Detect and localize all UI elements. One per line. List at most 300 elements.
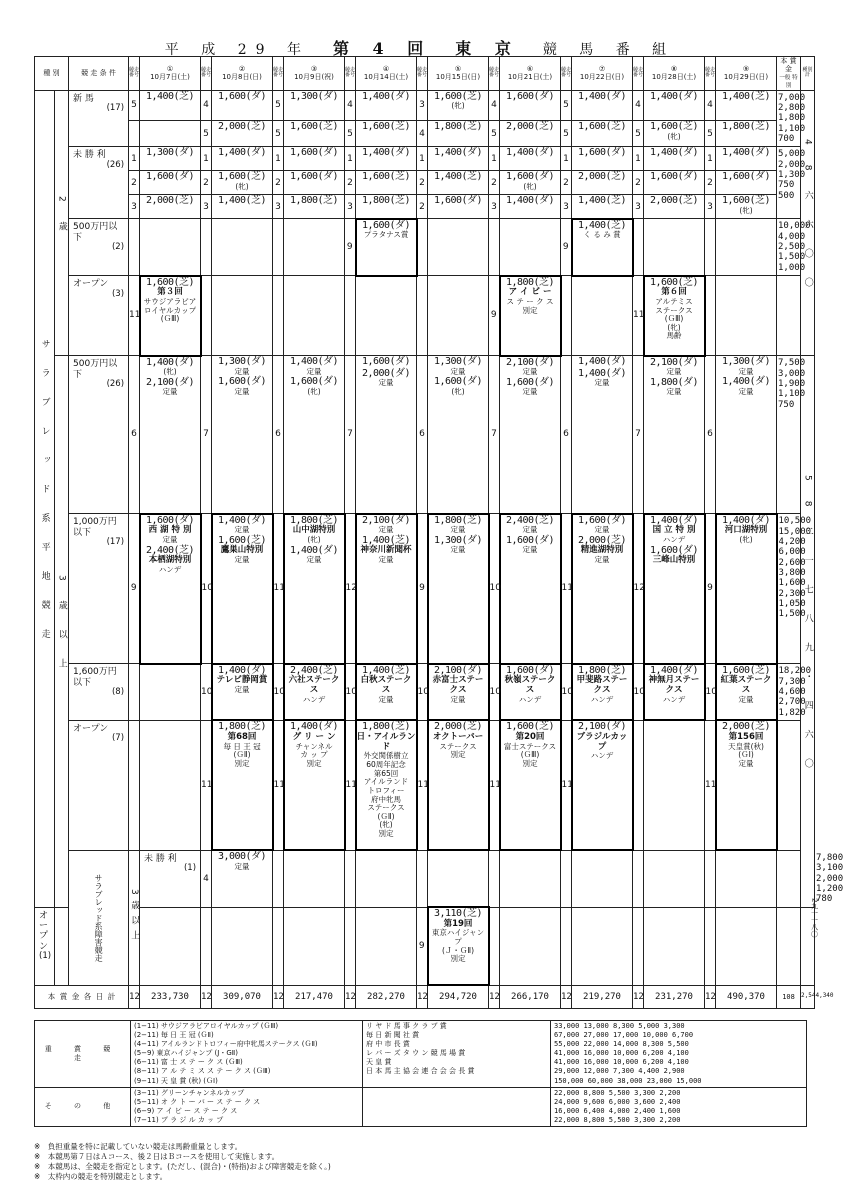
race-cell: 1,400(ダ) (牝) xyxy=(140,357,200,377)
race-cell: 1,400(芝) 白秋ステークス 定量 xyxy=(357,665,416,705)
race-number: 5 xyxy=(345,121,356,147)
race-no-header: 競走番号 xyxy=(201,57,212,91)
race-cell xyxy=(284,91,344,103)
distance: 2,000(芝) xyxy=(577,171,627,183)
distance: 1,600(芝) xyxy=(433,90,483,102)
race-no-header: 競走番号 xyxy=(633,57,644,91)
race-number: 3 xyxy=(129,195,140,219)
race-no-header: 競走番号 xyxy=(705,57,716,91)
distance: 2,000(芝) xyxy=(577,534,627,546)
race-number: 2 xyxy=(489,171,500,195)
distance: 1,600(芝) xyxy=(721,195,771,207)
cup-list: リ ヤ ド 馬 事 ク ラ ブ 賞 毎 日 新 聞 社 賞 府 中 市 長 賞 レ パ ー ズ タ ウ ン 競 馬 場 賞 天 皇 賞 日 本 馬 主 協 会 連 合 会 会 長 賞 xyxy=(363,1021,551,1088)
race-cell: 1,600(芝) 第20回 富士ステークス (ＧⅢ) 別定 xyxy=(501,721,560,768)
race-cell xyxy=(356,91,416,103)
distance: 1,400(ダ) xyxy=(649,514,699,526)
distance: 1,400(芝) xyxy=(217,195,267,207)
distance: 1,400(ダ) xyxy=(721,376,771,388)
daily-total: 294,720 xyxy=(428,985,489,1009)
race-condition: 500万円以下 (26) xyxy=(69,356,129,514)
race-condition: 未 勝 利 (26) xyxy=(69,147,129,219)
total-header: 種別計 xyxy=(801,57,815,91)
footnote: ※ 本競馬は、全競走を指定とします。(ただし、(混合)・(特指)および障害競走を除く。) xyxy=(34,1162,331,1172)
distance: 1,600(芝) xyxy=(577,121,627,133)
distance: 1,600(芝) xyxy=(289,121,339,133)
prize-values: 10,500 15,000 4,200 6,000 2,600 3,800 1,600 2,300 1,050 1,500 xyxy=(777,514,801,664)
race-condition: 1,000万円以下 (17) xyxy=(69,514,129,664)
race-condition: 500万円以下 (2) xyxy=(69,219,129,276)
race-cell: 1,300(ダ) 定量 xyxy=(428,356,488,376)
race-number: 5 xyxy=(273,121,284,147)
race-cell: 1,400(ダ) テレビ静岡賞 定量 xyxy=(213,665,272,695)
day-header: ② 10月8日(日) xyxy=(212,57,273,91)
distance: 1,600(ダ) xyxy=(505,171,555,183)
race-cell: 3,000(ダ) 定量 xyxy=(212,851,272,871)
distance: 1,600(ダ) xyxy=(505,534,555,546)
distance: 1,600(ダ) xyxy=(361,219,411,231)
race-cell xyxy=(356,356,416,368)
race-cell: 1,800(芝) ア イ ビ ー ス テ ー ク ス 別定 xyxy=(501,277,560,316)
race-cell: 2,100(ダ) 定量 xyxy=(357,515,416,535)
distance: 1,800(ダ) xyxy=(649,376,699,388)
distance: 1,600(芝) xyxy=(721,664,771,676)
distance: 1,800(芝) xyxy=(361,195,411,207)
daily-total: 219,270 xyxy=(572,985,633,1009)
race-cell: 1,800(芝) 日・アイルランド 外交関係樹立 60周年記念 第65回 アイルランド トロフィー 府中牝馬 ステークス (ＧⅡ) (牝) 別定 xyxy=(356,721,416,839)
distance: 1,400(ダ) xyxy=(289,544,339,556)
distance: 1,300(ダ) xyxy=(433,356,483,368)
distance: 1,400(ダ) xyxy=(289,356,339,368)
footnote: ※ 負担重量を特に記載していない競走は馬齢重量とします。 xyxy=(34,1142,243,1151)
race-no-header: 競走番号 xyxy=(273,57,284,91)
distance: 1,800(芝) xyxy=(433,514,483,526)
race-cell: 2,100(ダ) 定量 xyxy=(140,377,200,397)
race-cell: 1,300(ダ) 定量 xyxy=(212,356,272,376)
distance: 1,400(芝) xyxy=(721,90,771,102)
daily-total: 231,270 xyxy=(644,985,705,1009)
prize-values: 18,200 7,300 4,600 2,700 1,820 xyxy=(777,664,801,721)
distance: 2,100(ダ) xyxy=(505,356,555,368)
race-number: 1 xyxy=(273,147,284,171)
race-number: 3 xyxy=(633,195,644,219)
distance: 2,100(ダ) xyxy=(361,514,411,526)
page-title: 平 成 29 年 第 4 回 東 京 競 馬 番 組 xyxy=(164,39,676,58)
race-cell: 1,400(芝) く る み 賞 xyxy=(573,220,632,240)
race-cell: 1,400(ダ) 国 立 特 別 ハンデ xyxy=(645,515,704,545)
race-number: 2 xyxy=(129,171,140,195)
distance: 1,600(ダ) xyxy=(289,376,339,388)
race-number: 5 xyxy=(561,90,572,121)
distance: 2,000(芝) xyxy=(721,721,771,733)
day-header: ⑥ 10月21日(土) xyxy=(500,57,561,91)
race-cell xyxy=(428,147,488,159)
distance: 1,800(芝) xyxy=(577,664,627,676)
race-number: 2 xyxy=(705,171,716,195)
race-cell: 1,600(芝) 鷹巣山特別 定量 xyxy=(213,535,272,565)
kind-jump: サラブレッド系障害競走 xyxy=(69,850,129,985)
race-program-table: 種 別 競 走 条 件 競走番号 ① 10月7日(土) 競走番号 ② 10月8日(日) 競走番号 ③ 10月9日(祝) 競走番号 ④ 10月14日(土) 競走番号 ⑤ 10月15日(日) 競走番号 ⑥ 10月21日(土) 競走番号 ⑦ 10月22日(日) 競走番号 ⑧ 10月28日(土) 競走番号 ⑨ 10月29日(日) 本 賞 金 一般 特別 種別計 サラブレッド系平地競走 2歳 新 馬 (17) 5 1,400(芝) 4 1,600(ダ) 5 1,300(ダ) 4 1,400(ダ) 3 1,600(芝) (牝) 4 1,600(ダ) 5 1,400(ダ) 4 1,400(ダ) 4 1,400(芝) 7,000 2,800 1,800 1,100 700 48六六〇〇 5 2,000(芝) 5 1,600(芝) 5 1,600(芝) 4 1,800(芝) 5 2,000(芝) 5 1,600(芝) 5 1,600(芝) (牝) 5 1,800(芝) 未 勝 利 (26) 1 1,300(ダ) 1 1,400(ダ) 1 1,600(ダ) 1 1,400(ダ) 1 1,400(ダ) 1 1,400(ダ) 1 1,600(ダ) 1 1,400(ダ) 1 1,400(ダ) 5,000 2,000 1,300 750 500 2 1,600(ダ) 2 1,600(芝) (牝) 2 1,600(ダ) 2 1,600(芝) 2 1,400(芝) 2 1,600(ダ) (牝) 2 2,000(芝) 2 1,600(ダ) 2 1,600(ダ) 3 2,000(芝) 3 1,400(芝) 3 1,800(芝) 3 1,800(芝) 2 1,600(ダ) 3 1,400(ダ) 3 1,400(芝) 3 2,000(芝) 3 1,600(芝) (牝) 500万円以下 (2) 9 1,600(ダ) プラタナス賞 9 1,400(芝) く る み 賞 10,000 4,000 2,500 1,500 1,000 オープン (3) 11 1,600(芝) 第３回 サウジアラビアロイヤルカップ (ＧⅢ) 9 1,800(芝) ア イ ビ ー ス テ ー ク ス 別定 11 1,600(芝) 第６回 アルテミス ステークス (ＧⅢ) (牝) 馬齢 3歳以上 500万円以下 (26) 6 1,400(ダ) (牝) 2,100(ダ) 定量 7 1,300(ダ) 定量 1,600(ダ) 定量 6 1,400(ダ) 定量 1,600(ダ) (牝) 7 1,600(ダ) 2,000(ダ) 定量 6 1,300(ダ) 定量 1,600(ダ) (牝) 7 2,100(ダ) 定量 1,600(ダ) 定量 6 1,400(ダ) 1,400(ダ) 定量 7 2,100(ダ) 定量 1,800(ダ) 定量 6 1,300(ダ) 定量 1,400(ダ) 定量 7,500 3,000 1,900 1,100 750 58二一七八九・四六〇 1,000万円以下 (17) 9 1,600(ダ) 西 湖 特 別 定量 2,400(芝) 本栖湖特別 ハンデ 10 1,400(ダ) 定量 1,600(芝) 鷹巣山特別 定量 11 1,800(芝) 山中湖特別 (牝) 1,400(ダ) 定量 12 2,100(ダ) 定量 1,400(芝) 神奈川新聞杯 定量 9 1,800(芝) 定量 1,300(ダ) 定量 10 2,400(芝) 定量 1,600(ダ) 定量 11 1,600(ダ) 定量 2,000(芝) 精進湖特別 定量 12 1,400(ダ) 国 立 特 別 ハンデ 1,600(ダ) 三峰山特別 9 1,400(ダ) 河口湖特別 (牝) 10,500 15,000 4,200 6,000 2,600 3,800 1,600 2,300 1,050 1,500 1,600万円以下 (8) 10 1,400(ダ) テレビ静岡賞 定量 10 2,400(芝) 六社ステークス ハンデ 10 1,400(芝) 白秋ステークス 定量 10 2,100(ダ) 赤富士ステークス 定量 10 1,600(ダ) 秋嶺ステークス ハンデ 10 1,800(芝) 甲斐路ステークス ハンデ 10 1,400(ダ) 神無月ステークス ハンデ 10 1,600(芝) 紅葉ステークス 定量 18,200 7,300 4,600 2,700 1,820 オープン (7) 11 1,800(芝) 第68回 毎 日 王 冠 (ＧⅡ) 別定 11 1,400(ダ) グ リ ー ン チャンネル カ ッ プ 別定 11 1,800(芝) 日・アイルランド 外交関係樹立 60周年記念 第65回 アイルランド トロフィー 府中牝馬 ステークス (ＧⅡ) (牝) 別定 11 2,000(芝) オクトーバー ステークス 別定 11 1,600(芝) 第20回 富士ステークス (ＧⅢ) 別定 11 2,100(ダ) ブラジルカップ ハンデ 11 2,000(芝) 第156回 天皇賞(秋) (ＧⅠ) 定量 サラブレッド系障害競走 3歳以上 未 勝 利 (1) 4 3,000(ダ) 定量 7,800 3,100 2,000 1,200 780 2九一一八〇 オープン (1) 9 3,110(芝) 第19回 東京ハイジャンプ (Ｊ・ＧⅡ) 別定 本 賞 金 各 日 計 12 233,730 12 309,070 12 217,470 12 282,270 12 294,720 12 266,170 12 219,270 12 231,270 12 490,370 108 2,544,340 xyxy=(34,56,815,1009)
distance: 1,400(芝) xyxy=(361,534,411,546)
distance: 2,000(芝) xyxy=(217,121,267,133)
distance: 1,400(ダ) xyxy=(289,721,339,733)
race-cell xyxy=(212,147,272,159)
distance: 1,800(芝) xyxy=(289,514,339,526)
distance: 1,400(ダ) xyxy=(217,514,267,526)
distance: 1,600(ダ) xyxy=(505,90,555,102)
grand-total: 2,544,340 xyxy=(801,985,815,1009)
race-cell xyxy=(284,195,344,207)
distance: 1,400(芝) xyxy=(577,219,627,231)
race-cell: 1,600(芝) (牝) xyxy=(212,171,272,191)
distance: 2,400(芝) xyxy=(289,664,339,676)
distance: 1,600(ダ) xyxy=(649,544,699,556)
race-number: 5 xyxy=(129,90,140,121)
race-number: 2 xyxy=(345,171,356,195)
race-cell: 2,100(ダ) 定量 xyxy=(500,357,560,377)
race-number: 5 xyxy=(705,121,716,147)
race-cell: 2,000(芝) 精進湖特別 定量 xyxy=(573,535,632,565)
race-cell: 1,800(芝) 第68回 毎 日 王 冠 (ＧⅡ) 別定 xyxy=(213,721,272,768)
race-number: 1 xyxy=(129,147,140,171)
distance: 1,600(ダ) xyxy=(721,171,771,183)
race-cell xyxy=(356,147,416,159)
jushou-prizes: 33,000 13,000 8,300 5,000 3,300 67,000 27,000 17,000 10,000 6,700 55,000 22,000 14,000 8,300 5,500 41,000 16,000 10,000 6,200 4,100 41,000 16,000 10,000 6,200 4,100 29,000 12,000 7,300 4,400 2,900 150,000 60,000 38,000 23,000 15,000 xyxy=(551,1021,807,1088)
distance: 3,000(ダ) xyxy=(217,851,267,863)
race-cell xyxy=(500,195,560,207)
race-number: 1 xyxy=(489,147,500,171)
race-cell: 1,600(ダ) プラタナス賞 xyxy=(357,220,416,240)
race-number: 3 xyxy=(417,90,428,121)
race-cell xyxy=(140,171,200,183)
race-cell: 1,400(芝) 神奈川新聞杯 定量 xyxy=(357,535,416,565)
race-cell xyxy=(500,147,560,159)
race-cell xyxy=(716,147,776,159)
distance: 1,600(ダ) xyxy=(289,147,339,159)
race-number: 1 xyxy=(705,147,716,171)
day-header: ⑤ 10月15日(日) xyxy=(428,57,489,91)
distance: 1,400(ダ) xyxy=(721,514,771,526)
race-number: 3 xyxy=(345,195,356,219)
other-prizes: 22,000 8,800 5,500 3,300 2,200 24,000 9,600 6,000 3,600 2,400 16,000 6,400 4,000 2,400 1,600 22,000 8,800 5,500 3,300 2,200 xyxy=(551,1087,807,1126)
race-no-header: 競走番号 xyxy=(489,57,500,91)
day-header: ⑦ 10月22日(日) xyxy=(572,57,633,91)
distance: 1,400(ダ) xyxy=(505,147,555,159)
daily-total: 282,270 xyxy=(356,985,417,1009)
race-number: 3 xyxy=(561,195,572,219)
race-cell xyxy=(428,121,488,133)
daily-total: 266,170 xyxy=(500,985,561,1009)
race-cell: 2,400(芝) 六社ステークス ハンデ xyxy=(285,665,344,705)
footnote: ※ 本競馬第７日はＡコース、後２日はＢコースを使用して実施します。 xyxy=(34,1152,280,1162)
race-number: 3 xyxy=(705,195,716,219)
distance: 1,600(芝) xyxy=(649,276,699,288)
race-number: 5 xyxy=(633,121,644,147)
header-cell: 種 別 xyxy=(35,57,69,91)
race-no-header: 競走番号 xyxy=(417,57,428,91)
distance: 1,600(芝) xyxy=(505,721,555,733)
special-races-table xyxy=(34,1020,807,1127)
footnote: ※ 太枠内の競走を特別競走とします。 xyxy=(34,1172,168,1182)
distance: 1,400(ダ) xyxy=(649,664,699,676)
race-cell xyxy=(644,171,704,183)
distance: 1,600(ダ) xyxy=(433,195,483,207)
race-cell: 2,000(ダ) 定量 xyxy=(356,368,416,388)
race-number: 3 xyxy=(273,195,284,219)
race-cell xyxy=(140,147,200,159)
daily-total: 233,730 xyxy=(140,985,201,1009)
race-cell: 1,600(ダ) 定量 xyxy=(212,376,272,396)
race-cell: 1,600(芝) (牝) xyxy=(644,121,704,141)
prize-values: 7,500 3,000 1,900 1,100 750 xyxy=(777,356,801,514)
race-cell xyxy=(356,171,416,183)
distance: 1,600(ダ) xyxy=(577,514,627,526)
distance: 1,600(ダ) xyxy=(577,147,627,159)
distance: 1,400(ダ) xyxy=(217,147,267,159)
distance: 1,600(ダ) xyxy=(217,376,267,388)
race-number: 5 xyxy=(201,121,212,147)
race-cell: 1,800(芝) 甲斐路ステークス ハンデ xyxy=(573,665,632,705)
race-number: 2 xyxy=(417,171,428,195)
distance: 1,600(ダ) xyxy=(145,514,195,526)
race-number: 2 xyxy=(561,171,572,195)
distance: 2,000(芝) xyxy=(433,721,483,733)
distance: 1,800(芝) xyxy=(433,121,483,133)
jushou-label: 重 賞 競 走 xyxy=(35,1021,131,1088)
race-condition: オープン (1) xyxy=(35,907,55,985)
race-no-header: 競走番号 xyxy=(561,57,572,91)
race-number: 3 xyxy=(201,195,212,219)
distance: 1,300(ダ) xyxy=(433,534,483,546)
prize-values: 7,000 2,800 1,800 1,100 700 xyxy=(777,90,801,147)
race-number: 1 xyxy=(633,147,644,171)
distance: 1,600(芝) xyxy=(361,121,411,133)
race-number: 5 xyxy=(561,121,572,147)
distance: 1,600(芝) xyxy=(649,121,699,133)
distance: 1,800(芝) xyxy=(721,121,771,133)
race-cell xyxy=(644,147,704,159)
race-cell: 1,800(芝) 山中湖特別 (牝) xyxy=(285,515,344,545)
race-cell xyxy=(644,91,704,103)
race-cell xyxy=(500,91,560,103)
race-cell xyxy=(356,121,416,133)
distance: 2,000(芝) xyxy=(145,195,195,207)
race-cell xyxy=(356,195,416,207)
race-cell: 1,600(ダ) (牝) xyxy=(428,376,488,396)
race-cell xyxy=(284,171,344,183)
race-number: 1 xyxy=(345,147,356,171)
race-number: 4 xyxy=(489,90,500,121)
daily-total: 490,370 xyxy=(716,985,777,1009)
race-cell: 2,000(芝) 第156回 天皇賞(秋) (ＧⅠ) 定量 xyxy=(717,721,776,768)
race-cell: 1,600(芝) 第３回 サウジアラビアロイヤルカップ (ＧⅢ) xyxy=(141,277,200,324)
race-cell: 2,100(ダ) ブラジルカップ ハンデ xyxy=(573,721,632,761)
race-number: 2 xyxy=(633,171,644,195)
race-cell: 1,400(ダ) 河口湖特別 (牝) xyxy=(717,515,776,545)
race-cell: 1,600(芝) (牝) xyxy=(716,195,776,215)
distance: 1,800(芝) xyxy=(361,721,411,733)
distance: 1,400(ダ) xyxy=(577,367,627,379)
race-cell: 2,100(ダ) 定量 xyxy=(644,357,704,377)
distance: 1,600(ダ) xyxy=(505,664,555,676)
distance: 2,000(芝) xyxy=(505,121,555,133)
distance: 1,400(芝) xyxy=(433,171,483,183)
race-cell: 1,600(芝) 紅葉ステークス 定量 xyxy=(717,665,776,705)
race-cell xyxy=(572,356,632,368)
race-cell xyxy=(572,91,632,103)
footnotes xyxy=(34,1142,806,1183)
age-2yo: 2歳 xyxy=(55,90,69,355)
distance: 3,110(芝) xyxy=(433,908,483,920)
distance: 1,800(芝) xyxy=(505,276,555,288)
race-cell: 1,800(ダ) 定量 xyxy=(644,377,704,397)
distance: 1,600(ダ) xyxy=(361,356,411,368)
kind-flat: サラブレッド系平地競走 xyxy=(35,90,55,907)
distance: 1,400(ダ) xyxy=(145,356,195,368)
race-cell xyxy=(284,121,344,133)
race-number: 5 xyxy=(489,121,500,147)
race-number: 2 xyxy=(201,171,212,195)
age-3yo-up: 3歳以上 xyxy=(55,356,69,907)
distance: 2,400(芝) xyxy=(145,544,195,556)
daily-total-label: 本 賞 金 各 日 計 xyxy=(35,985,129,1009)
race-condition: オープン (7) xyxy=(69,720,129,850)
distance: 2,100(ダ) xyxy=(433,664,483,676)
distance: 1,600(ダ) xyxy=(433,376,483,388)
race-number: 4 xyxy=(633,90,644,121)
race-cell xyxy=(140,91,200,103)
race-number: 4 xyxy=(705,90,716,121)
race-cell xyxy=(140,195,200,207)
race-cell xyxy=(212,121,272,133)
race-number: 2 xyxy=(417,195,428,219)
distance: 1,600(ダ) xyxy=(145,171,195,183)
day-header: ③ 10月9日(祝) xyxy=(284,57,345,91)
distance: 1,400(ダ) xyxy=(217,664,267,676)
distance: 1,400(ダ) xyxy=(505,195,555,207)
header-cell: 競 走 条 件 xyxy=(69,57,129,91)
distance: 1,300(ダ) xyxy=(289,90,339,102)
daily-total: 309,070 xyxy=(212,985,273,1009)
distance: 1,400(ダ) xyxy=(649,147,699,159)
distance: 1,600(ダ) xyxy=(649,171,699,183)
race-cell: 1,600(ダ) 定量 xyxy=(573,515,632,535)
race-number: 4 xyxy=(417,121,428,147)
race-cell: 1,400(ダ) 定量 xyxy=(572,368,632,388)
race-cell: 1,300(ダ) 定量 xyxy=(716,356,776,376)
distance: 1,600(芝) xyxy=(145,276,195,288)
distance: 1,800(芝) xyxy=(289,195,339,207)
race-cell: 1,400(ダ) グ リ ー ン チャンネル カ ッ プ 別定 xyxy=(285,721,344,768)
jushou-list: (1−11) サウジアラビアロイヤルカップ (ＧⅢ) (2−11) 毎 日 王 冠 (ＧⅡ) (4−11) アイルランドトロフィー府中牝馬ステークス (ＧⅡ) (5−9) 東京ハイジャンプ (J・GⅡ) (6−11) 富 士 ス テ ー ク ス (ＧⅢ) (8−11) ア ル テ ミ ス ス テ ー ク ス (ＧⅢ) (9−11) 天 皇 賞 (秋) (ＧⅠ) xyxy=(131,1021,363,1088)
kind-total: 58二一七八九・四六〇 xyxy=(801,356,815,907)
distance: 1,300(ダ) xyxy=(217,356,267,368)
distance: 1,400(ダ) xyxy=(577,90,627,102)
race-condition: 新 馬 (17) xyxy=(69,90,129,147)
distance: 1,400(芝) xyxy=(145,90,195,102)
race-cell: 1,800(芝) 定量 xyxy=(429,515,488,535)
day-header: ④ 10月14日(土) xyxy=(356,57,417,91)
race-cell: 2,400(芝) 本栖湖特別 ハンデ xyxy=(141,545,200,575)
race-cell: 1,600(ダ) 秋嶺ステークス ハンデ xyxy=(501,665,560,705)
other-list: (3−11) グリーンチャンネルカップ (5−11) オ ク ト ー バ ー ス テ ー ク ス (6−9) ア イ ビ ー ス テ ー ク ス (7−11) ブ ラ ジ ル カ ッ プ xyxy=(131,1087,363,1126)
race-cell: 2,000(芝) オクトーバー ステークス 別定 xyxy=(429,721,488,760)
race-number: 1 xyxy=(201,147,212,171)
distance: 1,600(ダ) xyxy=(505,376,555,388)
race-cell xyxy=(644,195,704,207)
distance: 2,000(ダ) xyxy=(361,367,411,379)
race-number: 5 xyxy=(273,90,284,121)
race-number: 4 xyxy=(201,90,212,121)
prize-header: 本 賞 金 一般 特別 xyxy=(777,57,801,91)
distance: 2,100(ダ) xyxy=(577,721,627,733)
race-cell xyxy=(572,121,632,133)
daily-total: 217,470 xyxy=(284,985,345,1009)
race-condition: 未 勝 利 (1) xyxy=(140,850,201,907)
race-cell: 1,400(ダ) 定量 xyxy=(716,376,776,396)
distance: 1,300(ダ) xyxy=(721,356,771,368)
race-cell xyxy=(428,195,488,207)
distance: 1,400(ダ) xyxy=(361,90,411,102)
race-number: 2 xyxy=(273,171,284,195)
race-cell: 1,600(ダ) 西 湖 特 別 定量 xyxy=(141,515,200,545)
distance: 1,800(芝) xyxy=(217,721,267,733)
race-cell xyxy=(716,121,776,133)
race-cell: 1,600(ダ) 定量 xyxy=(500,377,560,397)
distance: 1,400(ダ) xyxy=(577,356,627,368)
race-cell: 1,600(ダ) 三峰山特別 xyxy=(645,545,704,566)
distance: 2,000(芝) xyxy=(649,195,699,207)
race-no-header: 競走番号 xyxy=(345,57,356,91)
race-cell: 1,300(ダ) 定量 xyxy=(429,535,488,555)
race-number: 3 xyxy=(489,195,500,219)
race-cell: 1,400(ダ) 定量 xyxy=(285,545,344,565)
day-header: ⑧ 10月28日(土) xyxy=(644,57,705,91)
race-cell xyxy=(284,147,344,159)
race-cell: 1,400(ダ) 定量 xyxy=(213,515,272,535)
distance: 1,400(芝) xyxy=(361,664,411,676)
distance: 1,600(芝) xyxy=(217,534,267,546)
distance: 1,400(ダ) xyxy=(721,147,771,159)
race-cell: 1,600(ダ) (牝) xyxy=(500,171,560,191)
race-cell xyxy=(428,171,488,183)
race-cell xyxy=(212,195,272,207)
kind-total: 48六六〇〇 xyxy=(801,90,815,355)
race-cell: 1,600(ダ) (牝) xyxy=(284,376,344,396)
distance: 2,100(ダ) xyxy=(649,356,699,368)
race-cell: 1,600(芝) (牝) xyxy=(428,91,488,111)
race-cell: 2,400(芝) 定量 xyxy=(501,515,560,535)
distance: 1,400(芝) xyxy=(577,195,627,207)
day-header: ① 10月7日(土) xyxy=(140,57,201,91)
race-number: 4 xyxy=(345,90,356,121)
race-cell xyxy=(572,147,632,159)
race-cell: 1,400(ダ) 神無月ステークス ハンデ xyxy=(645,665,704,705)
race-cell: 2,100(ダ) 赤富士ステークス 定量 xyxy=(429,665,488,705)
race-number: 1 xyxy=(561,147,572,171)
race-cell xyxy=(716,91,776,103)
race-cell: 1,600(ダ) 定量 xyxy=(501,535,560,555)
day-header: ⑨ 10月29日(日) xyxy=(716,57,777,91)
race-cell xyxy=(716,171,776,183)
distance: 1,300(ダ) xyxy=(145,147,195,159)
prize-values: 10,000 4,000 2,500 1,500 1,000 xyxy=(777,219,801,276)
race-cell: 1,600(芝) 第６回 アルテミス ステークス (ＧⅢ) (牝) 馬齢 xyxy=(645,277,704,341)
race-cell: 1,400(ダ) 定量 xyxy=(284,356,344,376)
race-cell xyxy=(212,91,272,103)
distance: 1,600(ダ) xyxy=(217,90,267,102)
race-no-header: 競走番号 xyxy=(129,57,140,91)
prize-values: 5,000 2,000 1,300 750 500 xyxy=(777,147,801,219)
